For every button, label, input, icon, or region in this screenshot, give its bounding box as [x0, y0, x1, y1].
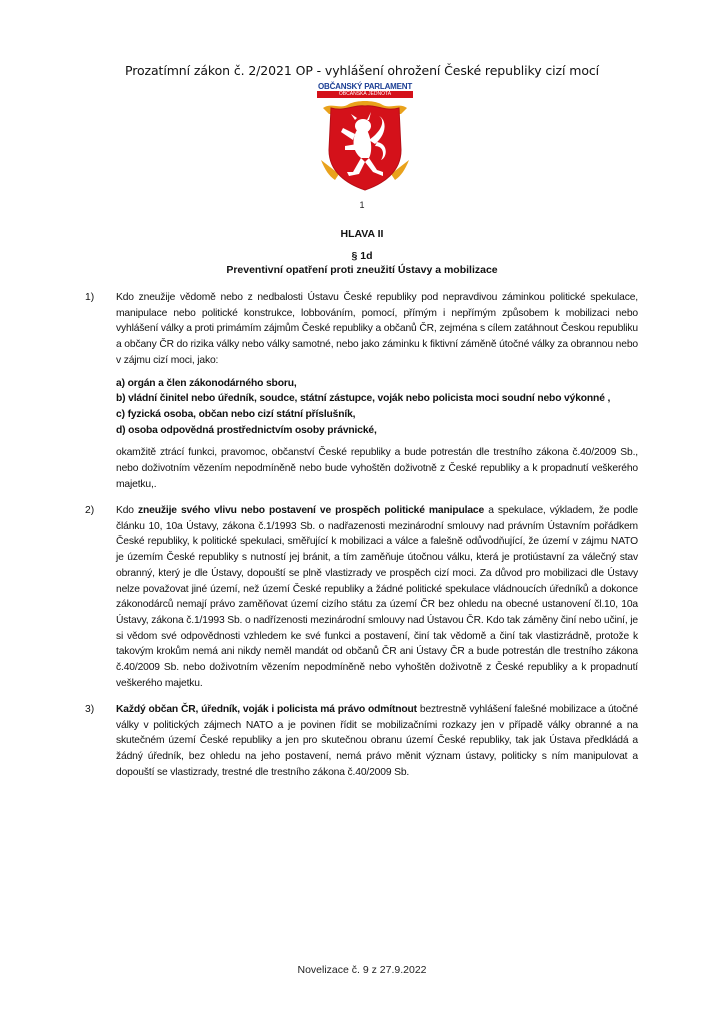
item-rest: a spekulace, výkladem, že podle článku 10, 10a Ústavy, zákona č.1/1993 Sb. o nadřazenosti mezinárodní smlouvy nad právním Ústavním pořádkem České republiky, k politické spekulaci, směřující k mobilizaci a válce a falešně odůvodňující, že území v zájmu NATO je územím České republiky s nutností jej bránit, a tím zaměňuje útočnou válku, která je protiústavní za válečný stav obranný, který je dle Ústavy, dopouští se plně vlastizrady ve prospěch cizí moci. Za důvod pro mobilizaci dle Ústavy nelze považovat jiné území, než území České republiky a žádné politické spekulace vládnoucích úředníků a dokonce zákonodárců nemají právo zaměňovat území cizího státu za území ČR bez ohledu na obecné ustanovení čl.10, 10a Ústavy, zákona č.1/1993 Sb. o nadřízenosti mezinárodní smlouvy nad Ústavou ČR. Kdo tak záměny činí nebo učiní, je si vědom své odpovědnosti vzhledem ke své funkci a postavení, činí tak vědomě a činí tak vlastizrádně, protože k takovým krokům nemá ani nikdy neměl mandát od občanů ČR ani Ústavy ČR a bude potrestán dle trestního zákona č.40/2009 Sb. nebo doživotním vězením nepodmíněně nebo vyhoštěn doživotně z České republiky a k propadnutí veškerého majetku.	[116, 505, 639, 689]
subitem-b: b) vládní činitel nebo úředník, soudce, státní zástupce, voják nebo policista moci soudní nebo výkonné ,	[116, 393, 611, 405]
logo-top-text: OBČANSKÝ PARLAMENT	[317, 82, 413, 91]
subitem-list	[116, 376, 638, 439]
section-title: Preventivní opatření proti zneužití Ústavy a mobilizace	[226, 264, 498, 276]
document-title: Prozatímní zákon č. 2/2021 OP - vyhlášení ohrožení České republiky cizí mocí	[124, 63, 600, 78]
item-rest: beztrestně vyhlášení falešné mobilizace a útočné války v politických zájmech NATO a je povinen řídit se mobilizačními rozkazy jen v případě války obranné a na skutečném území České republiky a jen pro skutečnou obranu území České republiky, tak jak Ústava předkládá a žádný úředník, bez ohledu na jeho postavení, nemá právo měnit význam ústavy, politicky s ním manipulovat a dopouští se vlastizrady, trestné dle trestního zákona č.40/2009 Sb.	[116, 704, 638, 778]
item-lead: Kdo	[116, 505, 138, 516]
page-footer: Novelizace č. 9 z 27.9.2022	[297, 964, 427, 976]
logo-band-text: OBČANSKÁ JEDNOTA	[317, 91, 413, 98]
page-number: 1	[359, 200, 365, 210]
item-outro: okamžitě ztrácí funkci, pravomoc, občanství České republiky a bude potrestán dle trestního zákona č.40/2009 Sb., nebo doživotním vězením nepodmíněně nebo bude vyhoštěn doživotně z České republiky a k propadnutí veškerého majetku,.	[116, 447, 638, 490]
item-bold-emphasis: Každý občan ČR, úředník, voják i policista má právo odmítnout	[116, 704, 417, 715]
paragraph-number: § 1d	[351, 250, 373, 262]
item-bold-emphasis: zneužije svého vlivu nebo postavení ve prospěch politické manipulace	[138, 505, 485, 516]
subitem-d: d) osoba odpovědná prostřednictvím osoby právnické,	[116, 424, 377, 436]
item-body	[116, 702, 638, 781]
subitem-a: a) orgán a člen zákonodárného sboru,	[116, 377, 297, 389]
item-intro: Kdo zneužije vědomě nebo z nedbalosti Ústavu České republiky pod nepravdivou záminkou politické spekulace, manipulace nebo politické konstrukce, lobbováním, pomocí, přímým i nepřímým způsobem k mobilizaci nebo vyhlášení války a proti primámím zájmům České republiky a občanů ČR, zejména s cílem zatáhnout Českou republiku a občany ČR do rizika války nebo války samotné, nebo jako záminku k fiktivní záměně útočné války za obrannou nebo v zájmu cizí moci, jako:	[116, 292, 638, 366]
chapter-heading: HLAVA II	[340, 228, 384, 240]
item-body	[116, 503, 638, 691]
czech-lion-shield-icon	[321, 100, 409, 192]
subitem-c: c) fyzická osoba, občan nebo cizí státní příslušník,	[116, 408, 356, 420]
item-number: 2)	[85, 505, 95, 516]
item-number: 1)	[85, 292, 95, 303]
item-body	[116, 290, 638, 492]
item-number: 3)	[85, 704, 95, 715]
obcansky-parlament-logo	[315, 82, 415, 200]
